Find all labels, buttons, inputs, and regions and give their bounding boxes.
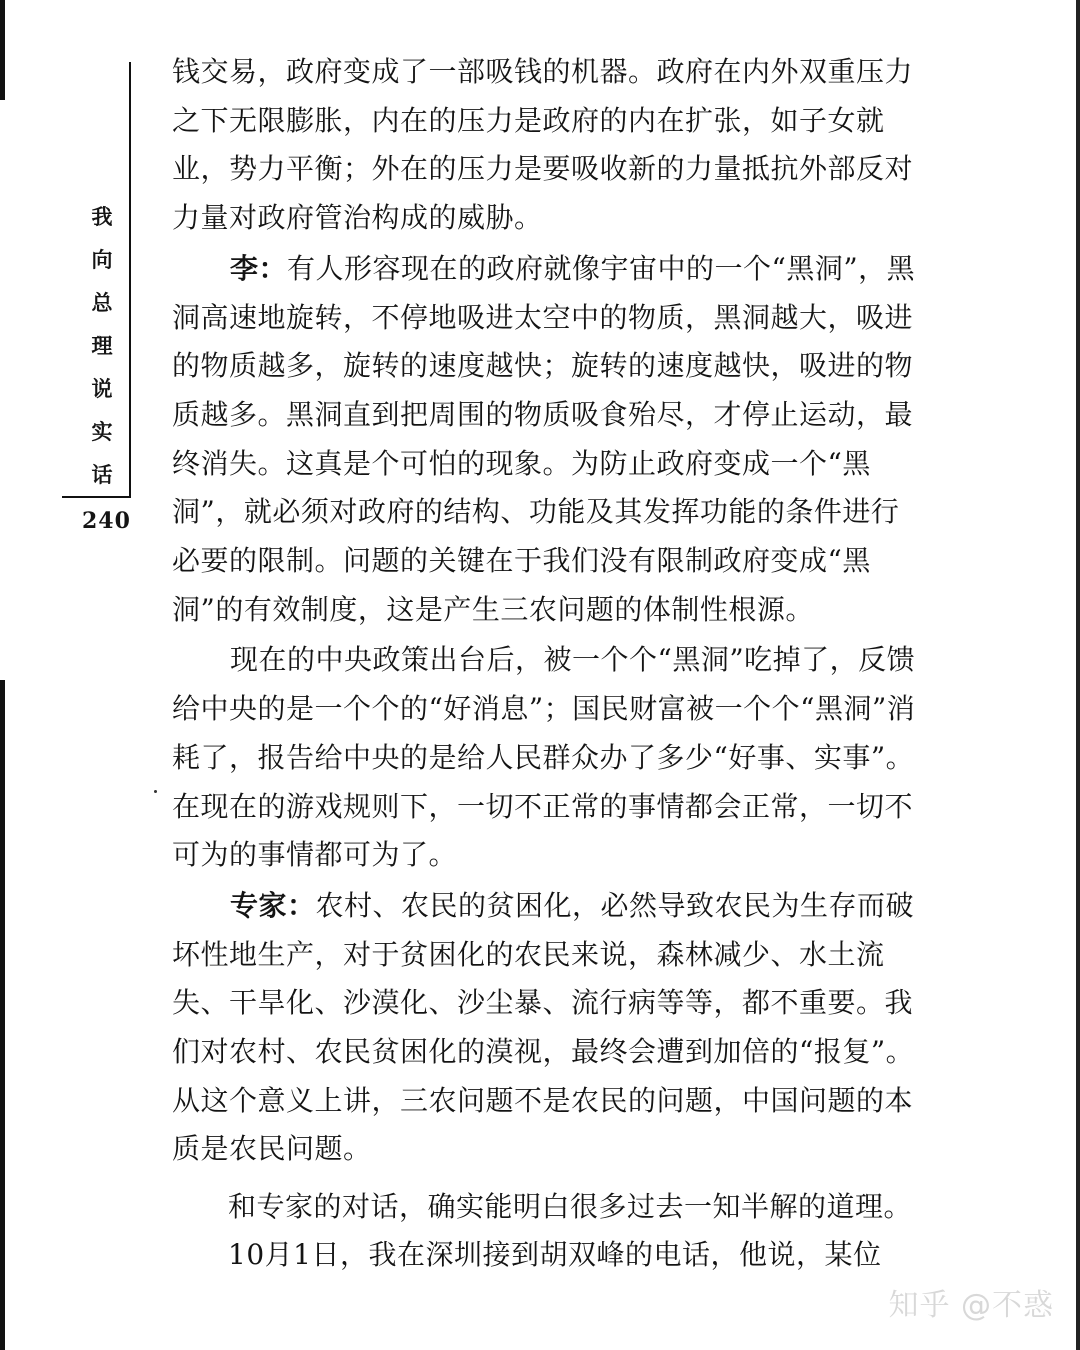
paragraph-text: 有人形容现在的政府就像宇宙中的一个“黑洞”，黑洞高速地旋转，不停地吸进太空中的物质，黑洞越大，吸进的物质越多，旋转的速度越快；旋转的速度越快，吸进的物质越多。黑洞直到把周围的物质吸食殆尽，才停止运动，最终消失。这真是个可怕的现象。为防止政府变成一个“黑洞”，就必须对政府的结构、功能及其发挥功能的条件进行必要的限制。问题的关键在于我们没有限制政府变成“黑洞”的有效制度，这是产生三农问题的体制性根源。 [172, 251, 916, 626]
scan-speck [154, 790, 157, 793]
running-title-char: 说 [91, 376, 113, 401]
scan-edge-right [1076, 0, 1080, 1350]
closing-line: 10月1日，我在深圳接到胡双峰的电话，他说，某位 [228, 1238, 882, 1271]
page-number: 240 [82, 508, 131, 534]
running-title-char: 我 [91, 204, 113, 229]
running-title [88, 195, 116, 496]
paragraph-text: 农村、农民的贫困化，必然导致农民为生存而破坏性地生产，对于贫困化的农民来说，森林减少、水土流失、干旱化、沙漠化、沙尘暴、流行病等等，都不重要。我们对农村、农民贫困化的漠视，最终会遭到加倍的“报复”。从这个意义上讲，三农问题不是农民的问题，中国问题的本质是农民问题。 [172, 888, 915, 1166]
running-title-char: 理 [91, 333, 113, 358]
watermark: 知乎 @不惑 [888, 1288, 1054, 1323]
scan-edge-bottom-left [0, 680, 5, 1350]
paragraph [172, 636, 922, 880]
paragraph [172, 882, 922, 1174]
scan-edge-top-left [0, 0, 5, 100]
closing-line: 和专家的对话，确实能明白很多过去一知半解的道理。 [228, 1190, 913, 1223]
speaker-label: 李： [230, 251, 288, 285]
paragraph-text: 现在的中央政策出台后，被一个个“黑洞”吃掉了，反馈给中央的是一个个的“好消息”；国民财富被一个个“黑洞”消耗了，报告给中央的是给人民群众办了多少“好事、实事”。在现在的游戏规则下，一切不正常的事情都会正常，一切不可为的事情都可为了。 [172, 643, 916, 872]
running-title-rule-horizontal [62, 496, 131, 498]
running-title-char: 话 [91, 462, 113, 487]
paragraph-text: 钱交易，政府变成了一部吸钱的机器。政府在内外双重压力之下无限膨胀，内在的压力是政府的内在扩张，如子女就业，势力平衡；外在的压力是要吸收新的力量抵抗外部反对力量对政府管治构成的威胁。 [172, 55, 914, 235]
running-title-char: 实 [91, 419, 113, 444]
paragraph [172, 245, 922, 635]
body-text [172, 48, 922, 1174]
speaker-label: 专家： [230, 888, 316, 922]
running-title-char: 总 [91, 290, 113, 315]
running-title-char: 向 [91, 247, 113, 272]
running-title-rule-vertical [129, 62, 131, 497]
closing-text [228, 1183, 928, 1279]
paragraph [172, 48, 922, 243]
